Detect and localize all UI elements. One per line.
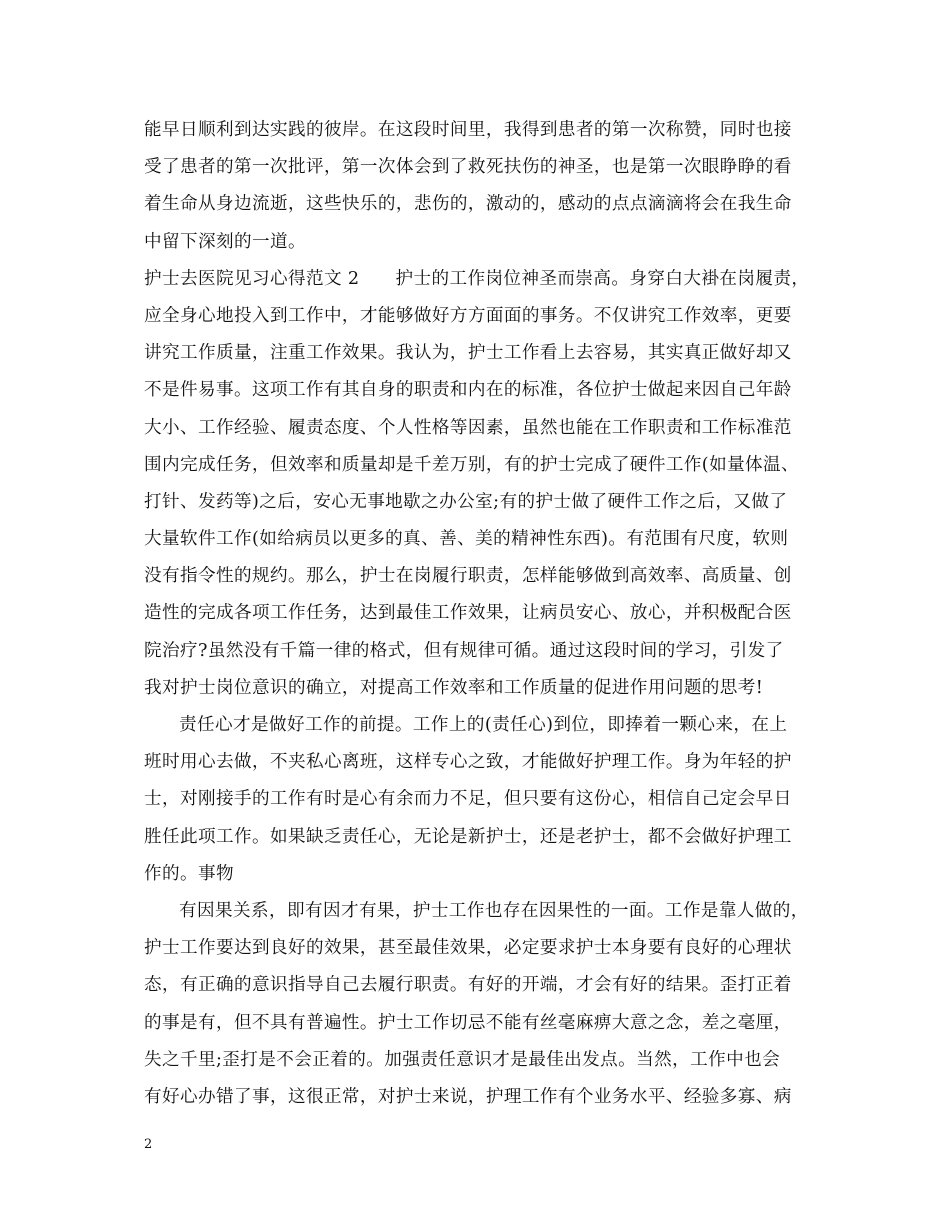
text-line: 大量软件工作(如给病员以更多的真、善、美的精神性东西)。有范围有尺度，软则 bbox=[144, 529, 789, 550]
text-line: 班时用心去做，不夹私心离班，这样专心之致，才能做好护理工作。身为年轻的护 bbox=[144, 752, 792, 773]
text-line: 围内完成任务，但效率和质量却是千差万别，有的护士完成了硬件工作(如量体温、 bbox=[144, 454, 800, 475]
text-line: 大小、工作经验、履责态度、个人性格等因素，虽然也能在工作职责和工作标准范 bbox=[144, 417, 792, 438]
text-line: 能早日顺利到达实践的彼岸。在这段时间里，我得到患者的第一次称赞，同时也接 bbox=[144, 120, 792, 140]
text-line: 作的。事物 bbox=[144, 863, 234, 884]
text-line: 造性的完成各项工作任务，达到最佳工作效果，让病员安心、放心，并积极配合医 bbox=[144, 603, 792, 624]
document-body bbox=[144, 112, 844, 1116]
text-line: 没有指令性的规约。那么，护士在岗履行职责，怎样能够做到高效率、高质量、创 bbox=[144, 566, 792, 587]
text-line: 中留下深刻的一道。 bbox=[144, 231, 306, 252]
text-line: 着生命从身边流逝，这些快乐的，悲伤的，激动的，感动的点点滴滴将会在我生命 bbox=[144, 194, 792, 215]
text-line: 护士工作要达到良好的效果，甚至最佳效果，必定要求护士本身要有良好的心理状 bbox=[144, 938, 792, 959]
paragraph-start-line: 有因果关系，即有因才有果，护士工作也存在因果性的一面。工作是靠人做的， bbox=[179, 900, 809, 921]
text-line: 讲究工作质量，注重工作效果。我认为，护士工作看上去容易，其实真正做好却又 bbox=[144, 343, 792, 364]
text-line: 不是件易事。这项工作有其自身的职责和内在的标准，各位护士做起来因自己年龄 bbox=[144, 380, 792, 401]
text-line: 打针、发药等)之后，安心无事地歇之办公室;有的护士做了硬件工作之后，又做了 bbox=[144, 491, 788, 512]
paragraph-start-line: 责任心才是做好工作的前提。工作上的(责任心)到位，即捧着一颗心来，在上 bbox=[179, 715, 788, 735]
section-heading-line: 护士去医院见习心得范文 2 护士的工作岗位神圣而崇高。身穿白大褂在岗履责， bbox=[144, 268, 810, 289]
text-line: 士，对刚接手的工作有时是心有余而力不足，但只要有这份心，相信自己定会早日 bbox=[144, 789, 792, 810]
text-line: 院治疗?虽然没有千篇一律的格式，但有规律可循。通过这段时间的学习，引发了 bbox=[144, 640, 784, 661]
text-line: 失之千里;歪打是不会正着的。加强责任意识才是最佳出发点。当然，工作中也会 bbox=[144, 1049, 781, 1070]
text-line: 胜任此项工作。如果缺乏责任心，无论是新护士，还是老护士，都不会做好护理工 bbox=[144, 826, 792, 847]
text-line: 我对护士岗位意识的确立，对提高工作效率和工作质量的促进作用问题的思考! bbox=[144, 677, 764, 698]
text-line: 应全身心地投入到工作中，才能够做好方方面面的事务。不仅讲究工作效率，更要 bbox=[144, 305, 792, 326]
text-line: 的事是有，但不具有普遍性。护士工作切忌不能有丝毫麻痹大意之念，差之毫厘， bbox=[144, 1012, 792, 1033]
page-number: 2 bbox=[144, 1137, 153, 1152]
text-line: 受了患者的第一次批评，第一次体会到了救死扶伤的神圣，也是第一次眼睁睁的看 bbox=[144, 157, 792, 178]
text-line: 有好心办错了事，这很正常，对护士来说，护理工作有个业务水平、经验多寡、病 bbox=[144, 1086, 792, 1107]
text-line: 态，有正确的意识指导自己去履行职责。有好的开端，才会有好的结果。歪打正着 bbox=[144, 975, 792, 996]
